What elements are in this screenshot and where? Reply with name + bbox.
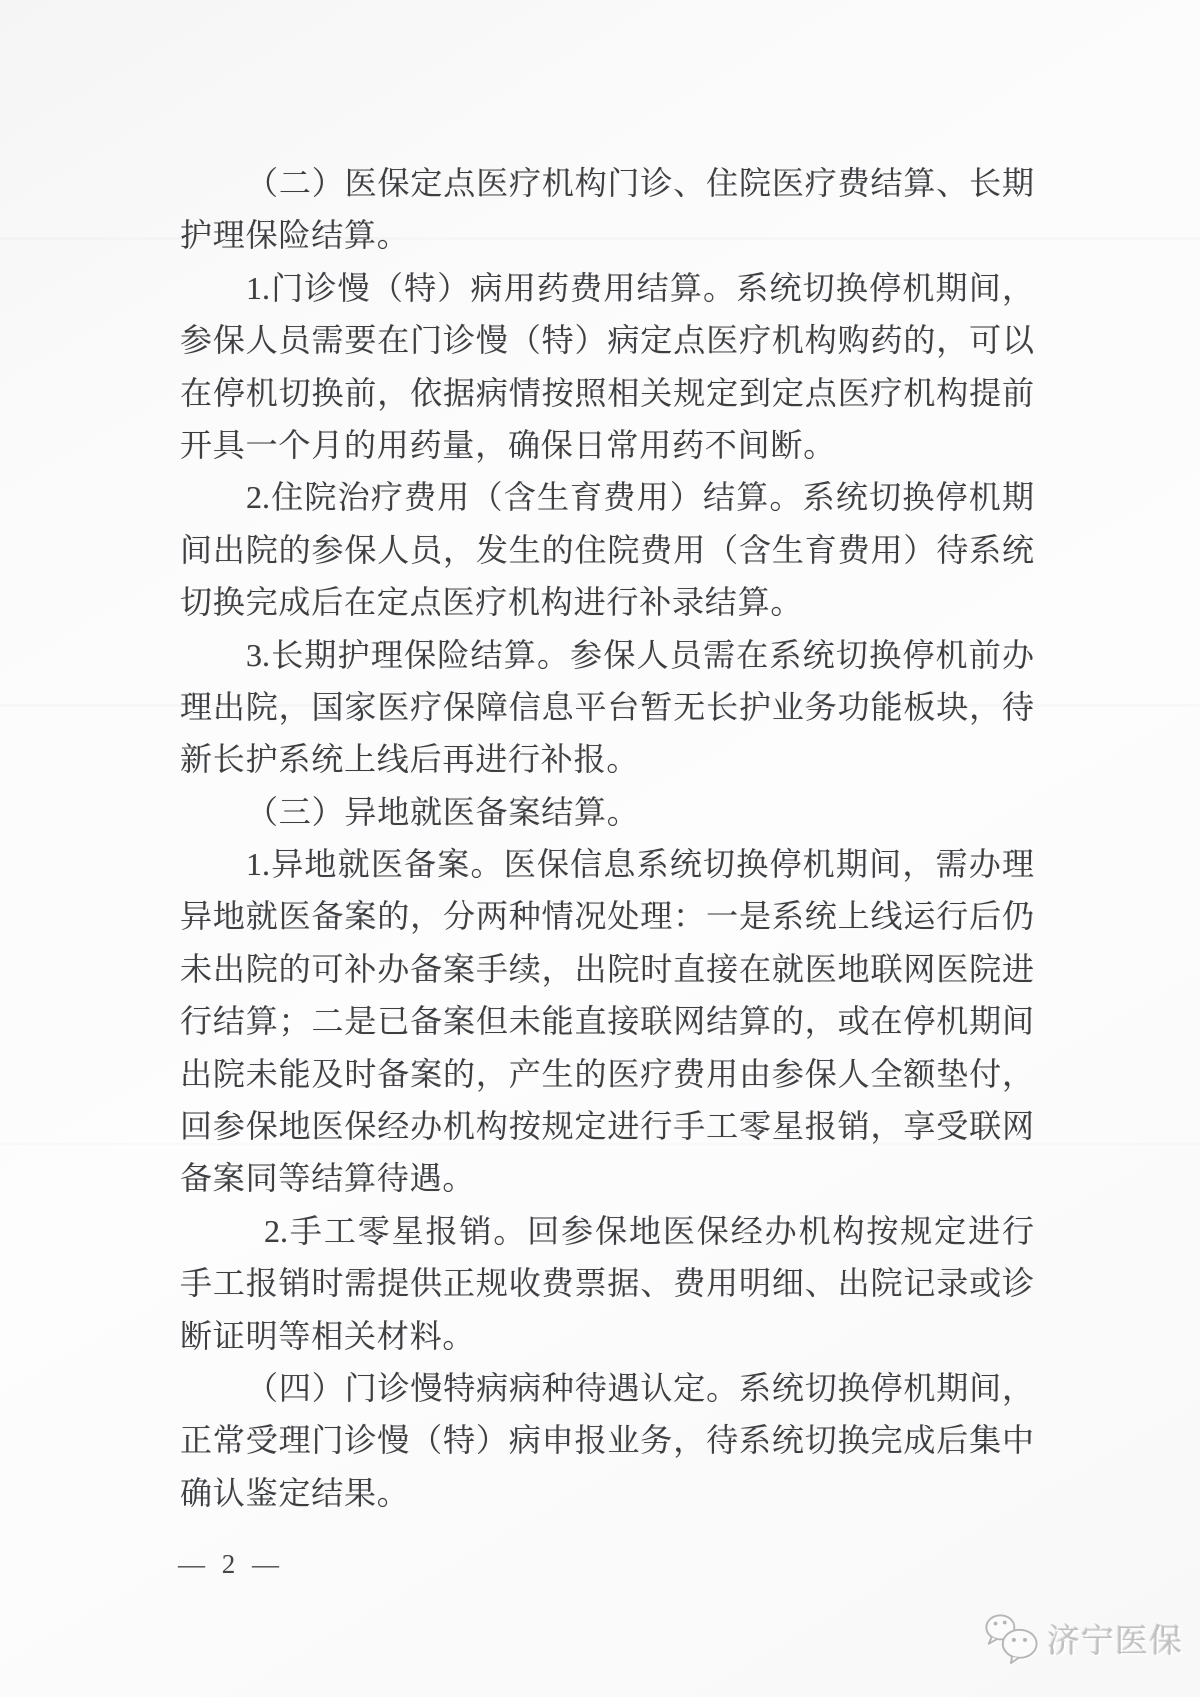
doc-line: 异地就医备案的，分两种情况处理：一是系统上线运行后仍 [180,898,1034,935]
doc-line: （二）医保定点医疗机构门诊、住院医疗费结算、长期 [246,165,1034,201]
doc-line: 正常受理门诊慢（特）病申报业务，待系统切换完成后集中 [180,1422,1034,1459]
doc-line: 3.长期护理保险结算。参保人员需在系统切换停机前办 [246,636,1034,673]
document-body [180,157,1034,1519]
doc-line: 确认鉴定结果。 [180,1474,410,1511]
doc-line: 间出院的参保人员，发生的住院费用（含生育费用）待系统 [180,531,1034,568]
doc-line: 理出院，国家医疗保障信息平台暂无长护业务功能板块，待 [180,688,1034,725]
doc-line: 护理保险结算。 [180,217,410,254]
doc-line: 断证明等相关材料。 [180,1317,476,1354]
wechat-icon [982,1610,1040,1666]
doc-line: 手工报销时需提供正规收费票据、费用明细、出院记录或诊 [180,1265,1034,1302]
doc-line: （四）门诊慢特病病种待遇认定。系统切换停机期间， [246,1369,1034,1406]
page-number: — 2 — [178,1549,284,1579]
doc-line: 切换完成后在定点医疗机构进行补录结算。 [180,584,804,621]
doc-line: 2.手工零星报销。回参保地医保经办机构按规定进行 [264,1212,1034,1249]
watermark-label: 济宁医保 [1047,1623,1183,1660]
watermark [982,1610,1183,1666]
doc-line: 2.住院治疗费用（含生育费用）结算。系统切换停机期 [246,479,1034,516]
doc-line: 1.门诊慢（特）病用药费用结算。系统切换停机期间， [246,269,1034,306]
doc-line: 备案同等结算待遇。 [180,1160,476,1197]
doc-line: 未出院的可补办备案手续，出院时直接在就医地联网医院进 [180,950,1034,987]
doc-line: 回参保地医保经办机构按规定进行手工零星报销，享受联网 [180,1108,1034,1145]
doc-line: 出院未能及时备案的，产生的医疗费用由参保人全额垫付， [180,1055,1034,1092]
doc-line: 行结算；二是已备案但未能直接联网结算的，或在停机期间 [180,1003,1034,1040]
doc-line: （三）异地就医备案结算。 [246,793,640,830]
doc-line: 开具一个月的用药量，确保日常用药不间断。 [180,426,837,463]
doc-line: 新长护系统上线后再进行补报。 [180,741,640,778]
doc-line: 参保人员需要在门诊慢（特）病定点医疗机构购药的，可以 [180,322,1034,359]
doc-line: 1.异地就医备案。医保信息系统切换停机期间，需办理 [246,846,1034,883]
doc-line: 在停机切换前，依据病情按照相关规定到定点医疗机构提前 [180,374,1034,411]
